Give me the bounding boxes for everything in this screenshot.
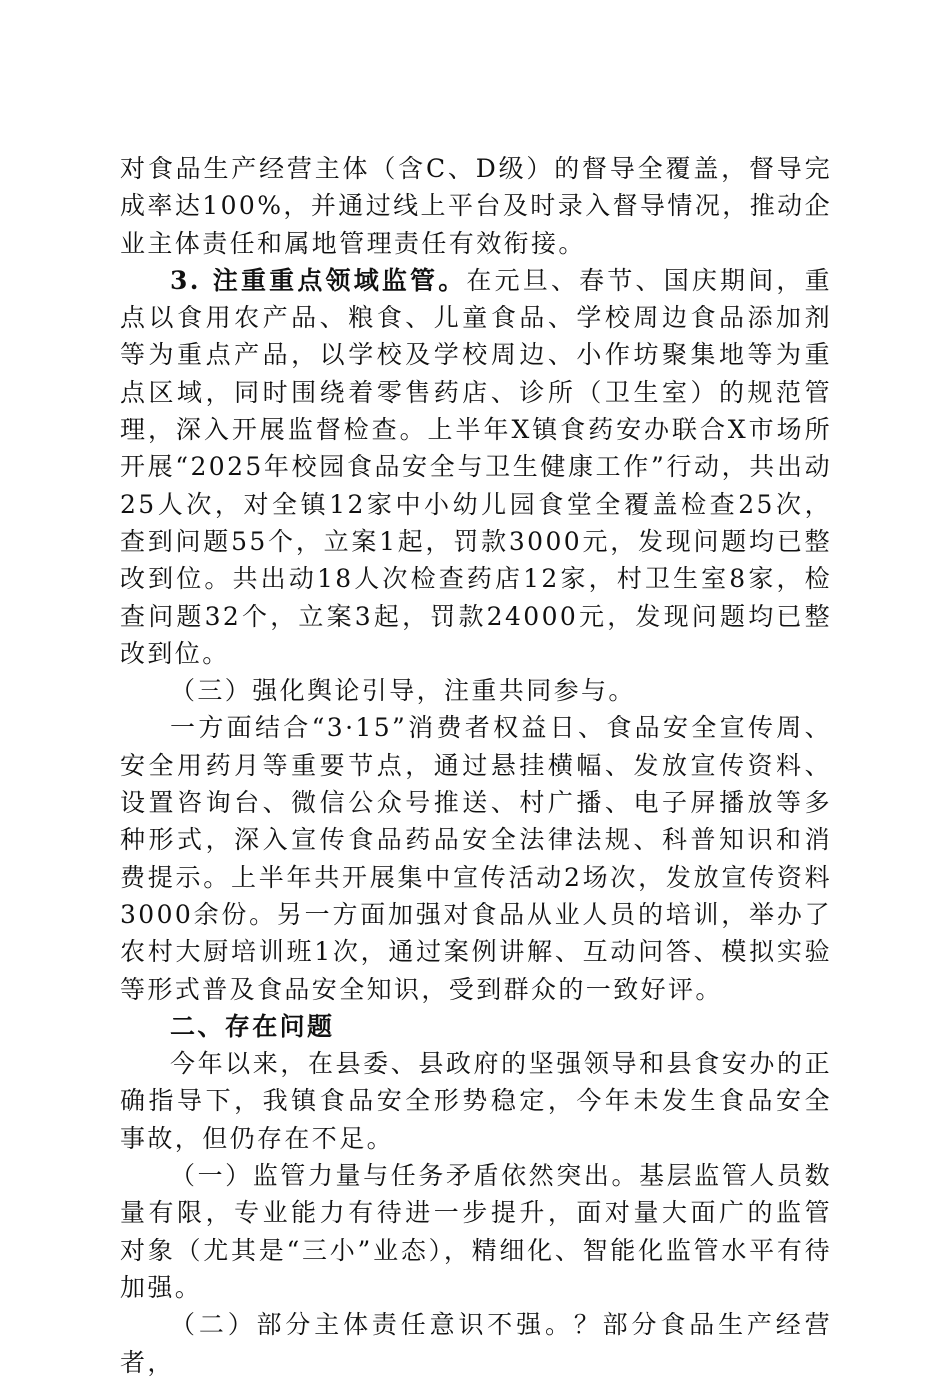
document-body	[120, 150, 832, 1381]
paragraph-problems-intro: 今年以来，在县委、县政府的坚强领导和县食安办的正确指导下，我镇食品安全形势稳定，今年未发生食品安全事故，但仍存在不足。	[120, 1049, 832, 1153]
paragraph-problem-2: （二）部分主体责任意识不强。？部分食品生产经营者，	[120, 1310, 832, 1377]
section-heading-problems: 二、存在问题	[170, 1011, 335, 1041]
subheading-public-opinion: （三）强化舆论引导，注重共同参与。	[170, 676, 636, 706]
paragraph-supervision-coverage: 对食品生产经营主体（含C、D级）的督导全覆盖，督导完成率达100%，并通过线上平台及时录入督导情况，推动企业主体责任和属地管理责任有效衔接。	[120, 154, 832, 258]
key-areas-text: 在元旦、春节、国庆期间，重点以食用农产品、粮食、儿童食品、学校周边食品添加剂等为重点产品，以学校及学校周边、小作坊聚集地等为重点区域，同时围绕着零售药店、诊所（卫生室）的规范管理，深入开展监督检查。上半年X镇食药安办联合X市场所开展“2025年校园食品安全与卫生健康工作”行动，共出动25人次，对全镇12家中小幼儿园食堂全覆盖检查25次，查到问题55个，立案1起，罚款3000元，发现问题均已整改到位。共出动18人次检查药店12家，村卫生室8家，检查问题32个，立案3起，罚款24000元，发现问题均已整改到位。	[120, 265, 832, 668]
key-areas-lead: 3. 注重重点领域监管。	[170, 265, 467, 295]
paragraph-publicity: 一方面结合“3·15”消费者权益日、食品安全宣传周、安全用药月等重要节点，通过悬挂横幅、发放宣传资料、设置咨询台、微信公众号推送、村广播、电子屏播放等多种形式，深入宣传食品药品安全法律法规、科普知识和消费提示。上半年共开展集中宣传活动2场次，发放宣传资料3000余份。另一方面加强对食品从业人员的培训，举办了农村大厨培训班1次，通过案例讲解、互动问答、模拟实验等形式普及食品安全知识，受到群众的一致好评。	[120, 713, 832, 1004]
paragraph-key-areas	[120, 262, 832, 672]
paragraph-problem-1: （一）监管力量与任务矛盾依然突出。基层监管人员数量有限，专业能力有待进一步提升，面对量大面广的监管对象（尤其是“三小”业态），精细化、智能化监管水平有待加强。	[120, 1161, 832, 1302]
